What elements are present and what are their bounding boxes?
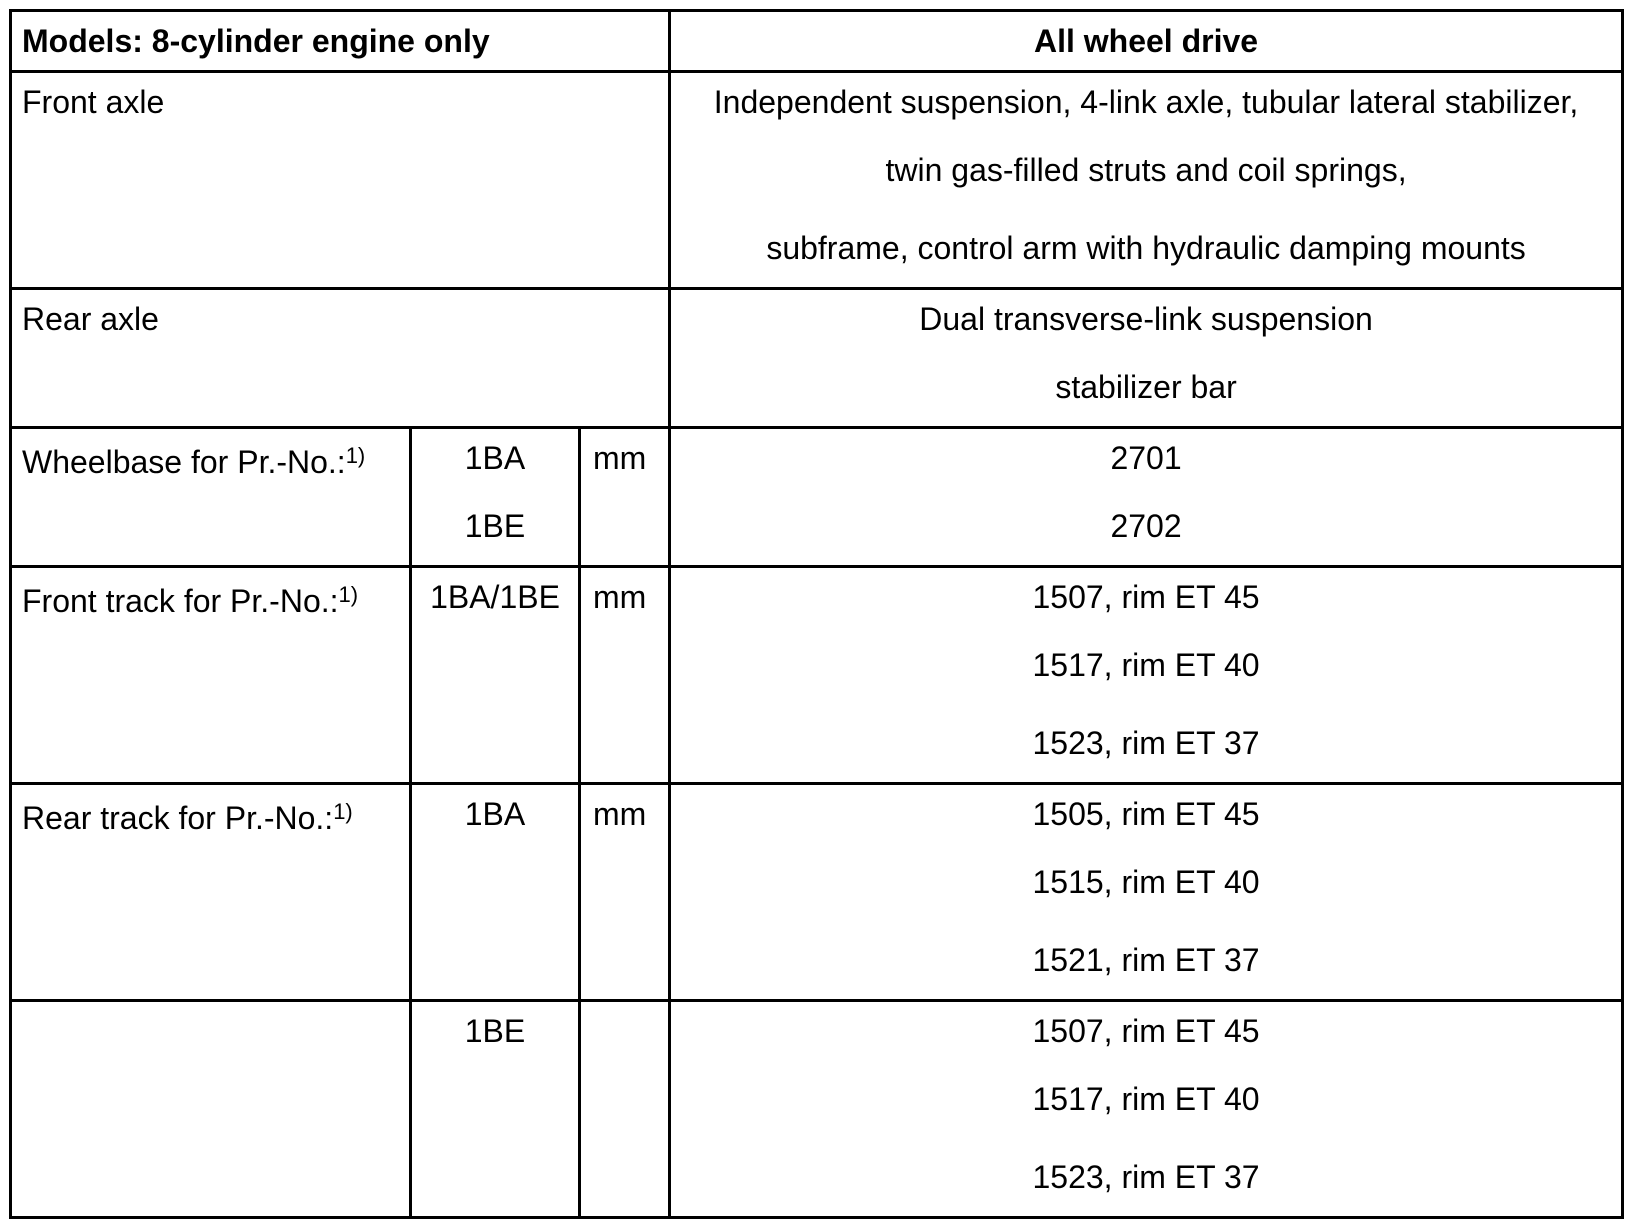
- rear-track-code-cell: [411, 784, 580, 1001]
- wheelbase-code-cell: [411, 428, 580, 567]
- wheelbase-unit: mm: [593, 440, 647, 476]
- front-axle-label-cell: [11, 72, 670, 289]
- rear-track-1be-empty-cell: [11, 1001, 411, 1218]
- rear-axle-row: [11, 289, 1623, 428]
- rear-track-1be-value: 1523, rim ET 37: [1032, 1159, 1260, 1195]
- wheelbase-value-cell: [670, 428, 1623, 567]
- front-track-row: [11, 567, 1623, 784]
- wheelbase-row: [11, 428, 1623, 567]
- wheelbase-label-cell: [11, 428, 411, 567]
- front-track-label: Front track for Pr.-No.:: [22, 583, 339, 619]
- models-header: Models: 8-cylinder engine only: [22, 23, 490, 59]
- wheelbase-footnote: 1): [345, 443, 366, 468]
- rear-track-value: 1505, rim ET 45: [1032, 796, 1260, 832]
- rear-track-row: [11, 784, 1623, 1001]
- rear-track-label: Rear track for Pr.-No.:: [22, 800, 334, 836]
- rear-axle-line: Dual transverse-link suspension: [919, 301, 1373, 337]
- front-axle-row: [11, 72, 1623, 289]
- front-track-code-cell: [411, 567, 580, 784]
- wheelbase-code: 1BA: [464, 440, 526, 476]
- wheelbase-code: 1BE: [464, 508, 526, 544]
- rear-track-label-cell: [11, 784, 411, 1001]
- front-axle-value-cell: [670, 72, 1623, 289]
- rear-track-value: 1521, rim ET 37: [1032, 942, 1260, 978]
- drive-header: All wheel drive: [1033, 23, 1259, 59]
- rear-track-unit-cell: [580, 784, 670, 1001]
- wheelbase-unit-cell: [580, 428, 670, 567]
- rear-axle-value-cell: [670, 289, 1623, 428]
- rear-track-1be-code: 1BE: [464, 1013, 526, 1049]
- rear-axle-line: stabilizer bar: [1055, 369, 1237, 405]
- rear-track-1be-value-cell: [670, 1001, 1623, 1218]
- front-track-label-cell: [11, 567, 411, 784]
- header-row: [11, 11, 1623, 72]
- rear-track-footnote: 1): [333, 799, 353, 824]
- rear-track-1be-value: 1507, rim ET 45: [1032, 1013, 1260, 1049]
- models-header-cell: [11, 11, 670, 72]
- rear-axle-label-cell: [11, 289, 670, 428]
- drive-header-cell: [670, 11, 1623, 72]
- rear-track-value: 1515, rim ET 40: [1032, 864, 1260, 900]
- front-axle-label: Front axle: [22, 84, 165, 120]
- rear-track-1be-value: 1517, rim ET 40: [1032, 1081, 1260, 1117]
- front-axle-line: twin gas-filled struts and coil springs,: [885, 152, 1407, 188]
- rear-axle-label: Rear axle: [22, 301, 159, 337]
- rear-track-value-cell: [670, 784, 1623, 1001]
- front-track-unit-cell: [580, 567, 670, 784]
- wheelbase-value: 2701: [1110, 440, 1182, 476]
- front-track-value: 1507, rim ET 45: [1032, 579, 1260, 615]
- specification-table: [9, 9, 1624, 1219]
- rear-track-1be-row: [11, 1001, 1623, 1218]
- front-axle-line: subframe, control arm with hydraulic damping mounts: [766, 230, 1526, 266]
- rear-track-1be-code-cell: [411, 1001, 580, 1218]
- front-track-value: 1523, rim ET 37: [1032, 725, 1260, 761]
- front-track-unit: mm: [593, 579, 647, 615]
- rear-track-1be-unit-cell: [580, 1001, 670, 1218]
- rear-track-unit: mm: [593, 796, 647, 832]
- front-track-value: 1517, rim ET 40: [1032, 647, 1260, 683]
- front-axle-line: Independent suspension, 4-link axle, tubular lateral stabilizer,: [713, 84, 1579, 120]
- wheelbase-value: 2702: [1110, 508, 1182, 544]
- front-track-footnote: 1): [338, 582, 359, 607]
- wheelbase-label: Wheelbase for Pr.-No.:: [22, 444, 346, 480]
- front-track-code: 1BA/1BE: [430, 579, 560, 615]
- front-track-value-cell: [670, 567, 1623, 784]
- rear-track-code: 1BA: [464, 796, 526, 832]
